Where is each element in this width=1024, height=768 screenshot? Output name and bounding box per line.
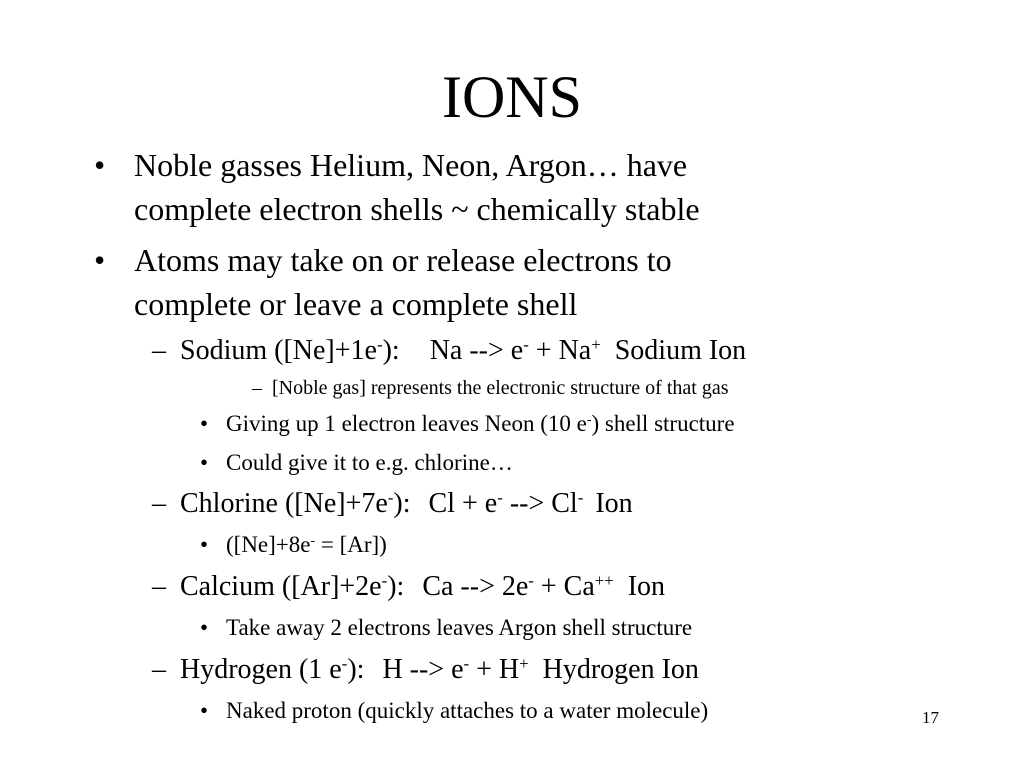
bullet-marker: • — [200, 532, 209, 557]
bullet-marker: • — [94, 147, 106, 183]
dash-marker: – — [152, 654, 166, 685]
sodium-sub1: Giving up 1 electron leaves Neon (10 e-) shell structure — [226, 411, 735, 436]
bullet-marker: • — [94, 242, 106, 278]
hydrogen-sub1: Naked proton (quickly attaches to a water molecule) — [226, 698, 709, 723]
bullet-marker: • — [200, 411, 209, 436]
bullet1-line2: complete electron shells ~ chemically stable — [134, 191, 700, 227]
chlorine-sub1: ([Ne]+8e- = [Ar]) — [226, 532, 387, 557]
sodium-sub2: Could give it to e.g. chlorine… — [226, 450, 513, 475]
hydrogen-line: Hydrogen (1 e-): H --> e- + H+ Hydrogen Ion — [180, 653, 699, 685]
chlorine-line: Chlorine ([Ne]+7e-): Cl + e- --> Cl- Ion — [180, 487, 633, 519]
bullet-marker: • — [200, 450, 209, 475]
dash-marker: – — [152, 571, 166, 602]
sodium-note: [Noble gas] represents the electronic structure of that gas — [272, 377, 729, 399]
slide-title: IONS — [441, 64, 582, 130]
dash-marker: – — [252, 377, 262, 399]
bullet-marker: • — [200, 615, 209, 640]
calcium-sub1: Take away 2 electrons leaves Argon shell structure — [226, 615, 693, 640]
dash-marker: – — [152, 335, 166, 366]
bullet2-line1: Atoms may take on or release electrons to — [134, 242, 672, 278]
bullet-marker: • — [200, 698, 209, 723]
bullet1-line1: Noble gasses Helium, Neon, Argon… have — [134, 147, 688, 183]
calcium-line: Calcium ([Ar]+2e-): Ca --> 2e- + Ca++ Ion — [180, 570, 666, 602]
page-number: 17 — [922, 708, 939, 727]
bullet2-line2: complete or leave a complete shell — [134, 286, 578, 322]
dash-marker: – — [152, 488, 166, 519]
sodium-line: Sodium ([Ne]+1e-): Na --> e- + Na+ Sodium Ion — [180, 334, 747, 366]
